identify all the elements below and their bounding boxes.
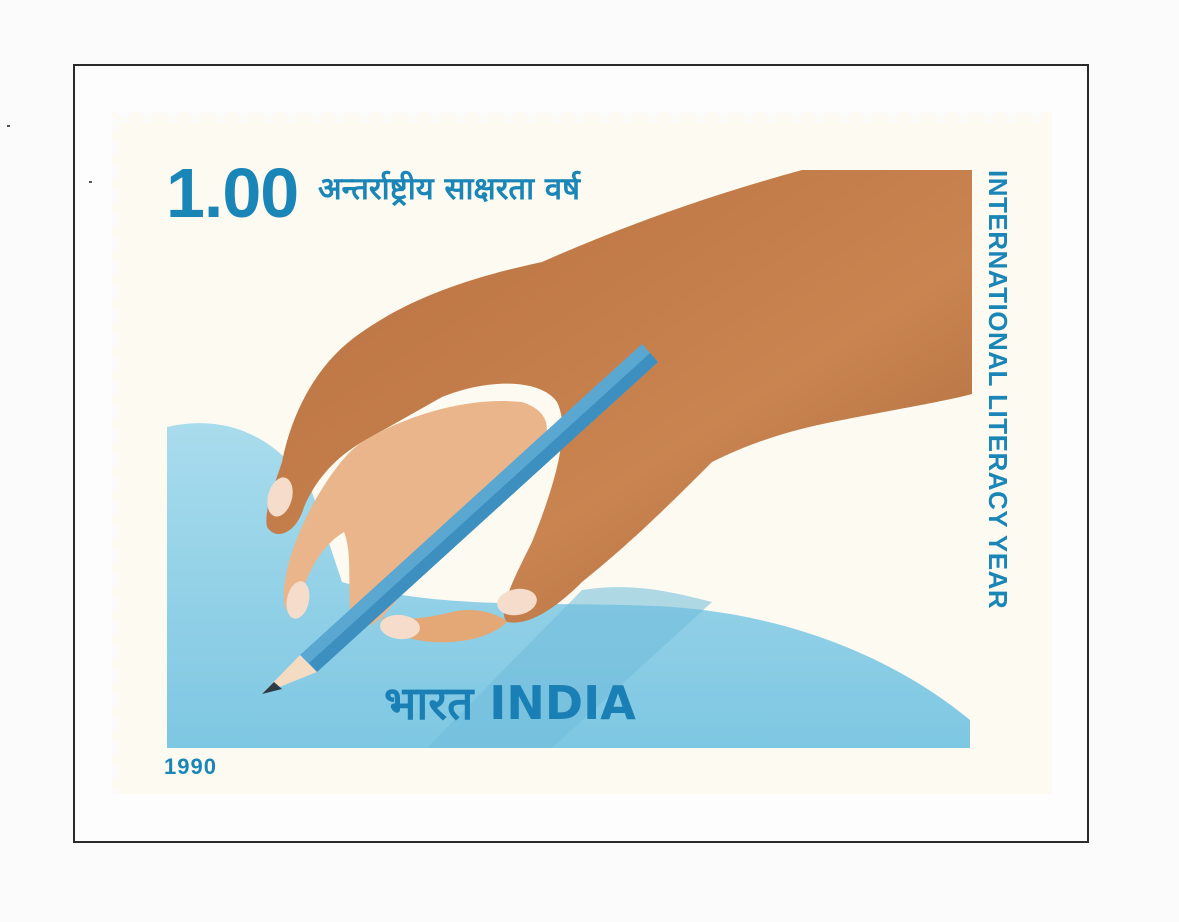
postage-stamp — [112, 112, 1052, 794]
perforation-top — [112, 112, 1052, 120]
paper-speck — [7, 125, 10, 127]
denomination: 1.00 — [166, 154, 299, 232]
paper-speck — [89, 181, 92, 183]
country-name: भारत INDIA — [384, 676, 636, 730]
issue-year: 1990 — [164, 754, 217, 779]
perforation-bottom — [112, 120, 1052, 128]
hindi-title: अन्तर्राष्ट्रीय साक्षरता वर्ष — [318, 171, 581, 207]
perforation-right — [112, 112, 120, 794]
english-title: INTERNATIONAL LITERACY YEAR — [983, 170, 1013, 610]
